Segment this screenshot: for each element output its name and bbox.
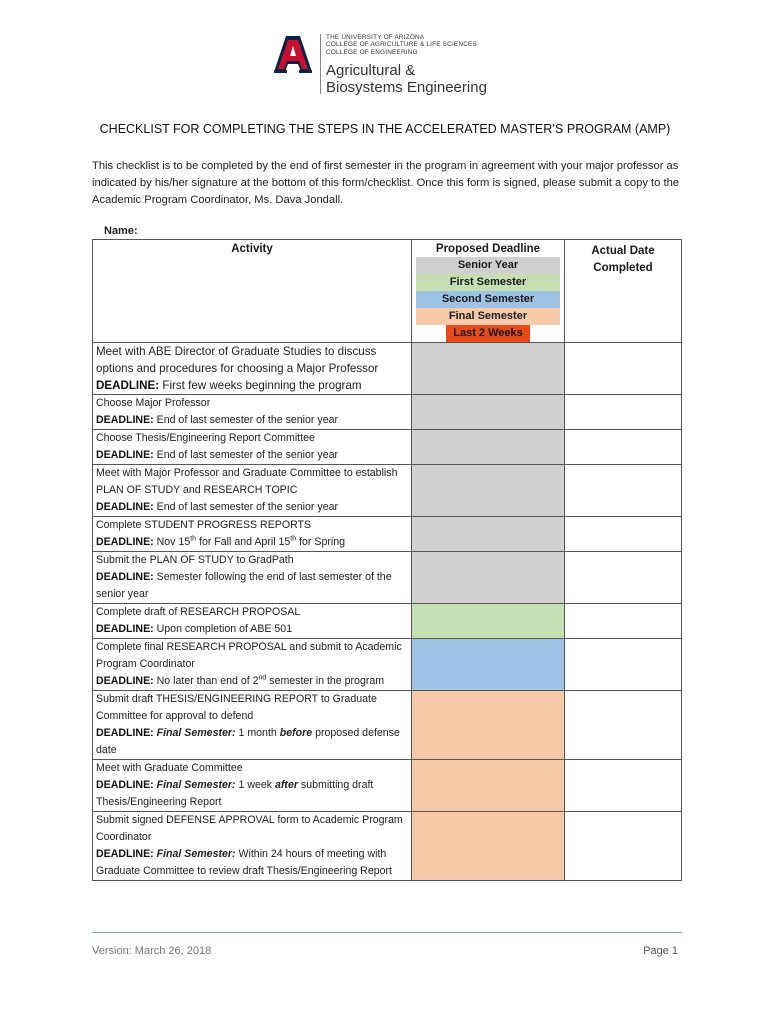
deadline-legend — [416, 257, 560, 342]
table-row — [93, 691, 682, 760]
actual-date-cell[interactable] — [565, 639, 682, 691]
table-row — [93, 465, 682, 517]
actual-date-header — [565, 240, 682, 343]
deadline-text: for Spring — [296, 536, 345, 548]
actual-date-cell[interactable] — [565, 552, 682, 604]
deadline-label: DEADLINE: — [96, 536, 154, 548]
deadline-color-cell — [412, 812, 565, 881]
deadline-color-cell — [412, 604, 565, 639]
deadline-superscript: th — [290, 535, 297, 543]
activity-cell — [93, 691, 411, 759]
activity-cell — [93, 812, 411, 880]
deadline-superscript: nd — [258, 674, 267, 682]
deadline-color-cell — [412, 691, 565, 760]
deadline-text: Semester following the end of last semester of the senior year — [96, 571, 392, 600]
deadline-text: First few weeks beginning the program — [162, 379, 362, 392]
proposed-deadline-label: Proposed Deadline — [435, 243, 541, 255]
document-title: CHECKLIST FOR COMPLETING THE STEPS IN THE ACCELERATED MASTER’S PROGRAM (AMP) — [99, 122, 671, 136]
deadline-color-cell — [412, 343, 565, 395]
deadline-text: Nov 15 — [156, 536, 191, 548]
actual-date-cell[interactable] — [565, 760, 682, 812]
activity-text: Submit the PLAN OF STUDY to GradPath — [96, 554, 294, 566]
table-row — [93, 395, 682, 430]
deadline-label: DEADLINE: — [96, 449, 154, 461]
activity-cell — [93, 517, 411, 551]
deadline-text: submitting draft Thesis/Engineering Report — [96, 779, 374, 808]
legend-first-semester: First Semester — [416, 274, 560, 291]
deadline-label: DEADLINE: — [96, 848, 154, 860]
deadline-text: Within 24 hours of meeting with Graduate Committee to review draft Thesis/Engineering Report — [96, 848, 392, 877]
deadline-text: End of last semester of the senior year — [156, 414, 339, 426]
deadline-emphasis: before — [279, 727, 313, 739]
university-name — [326, 34, 477, 56]
deadline-color-cell — [412, 395, 565, 430]
activity-cell — [93, 465, 411, 516]
activity-header — [93, 240, 412, 343]
actual-date-cell[interactable] — [565, 812, 682, 881]
activity-text: Complete STUDENT PROGRESS REPORTS — [96, 519, 312, 531]
deadline-text: 1 week — [238, 779, 276, 791]
intro-paragraph: This checklist is to be completed by the end of first semester in the program in agreement with your major professor as indicated by his/her signature at the bottom of this form/checklist. Once this form is signed, please submit a copy to the Academic Program Coordinator, Ms. Dava Jondall. — [92, 160, 680, 206]
name-label: Name: — [104, 225, 138, 237]
deadline-color-cell — [412, 430, 565, 465]
activity-text: Complete final RESEARCH PROPOSAL and submit to Academic Program Coordinator — [96, 641, 402, 670]
table-header-row — [93, 240, 682, 343]
deadline-label: DEADLINE: — [96, 571, 154, 583]
legend-final-semester: Final Semester — [416, 308, 560, 325]
activity-cell — [93, 760, 411, 811]
department-line: Agricultural & — [326, 62, 416, 79]
final-semester-label: Final Semester: — [156, 779, 236, 791]
deadline-label: DEADLINE: — [96, 623, 154, 635]
activity-text: Choose Thesis/Engineering Report Committee — [96, 432, 315, 444]
final-semester-label: Final Semester: — [156, 727, 236, 739]
footer-divider — [92, 932, 682, 933]
table-row — [93, 604, 682, 639]
college-line: COLLEGE OF ENGINEERING — [326, 48, 418, 56]
deadline-color-cell — [412, 639, 565, 691]
activity-cell — [93, 395, 411, 429]
arizona-a-icon — [272, 34, 314, 76]
deadline-text: for Fall and April 15 — [196, 536, 291, 548]
deadline-label: DEADLINE: — [96, 501, 154, 513]
activity-cell — [93, 604, 411, 638]
activity-cell — [93, 343, 411, 394]
deadline-emphasis: after — [275, 779, 298, 791]
deadline-text: semester in the program — [266, 675, 385, 687]
final-semester-label: Final Semester: — [156, 848, 236, 860]
activity-cell — [93, 552, 411, 603]
table-row — [93, 552, 682, 604]
table-row — [93, 517, 682, 552]
deadline-text: proposed defense date — [96, 727, 400, 756]
university-logo — [272, 32, 512, 98]
actual-date-cell[interactable] — [565, 343, 682, 395]
activity-text: Submit draft THESIS/ENGINEERING REPORT to Graduate Committee for approval to defend — [96, 693, 377, 722]
activity-text: Choose Major Professor — [96, 397, 211, 409]
deadline-text: No later than end of 2 — [156, 675, 259, 687]
checklist-table — [92, 239, 682, 881]
activity-cell — [93, 430, 411, 464]
table-row — [93, 760, 682, 812]
activity-text: Meet with Graduate Committee — [96, 762, 243, 774]
footer-page-number: Page 1 — [643, 945, 678, 957]
deadline-color-cell — [412, 517, 565, 552]
table-row — [93, 430, 682, 465]
table-row — [93, 812, 682, 881]
footer-version: Version: March 26, 2018 — [92, 945, 212, 957]
activity-cell — [93, 639, 411, 690]
deadline-text: Upon completion of ABE 501 — [156, 623, 293, 635]
deadline-label: DEADLINE: — [96, 414, 154, 426]
activity-header-label: Activity — [231, 243, 273, 255]
activity-text: Meet with Major Professor and Graduate Committee to establish PLAN OF STUDY and RESEARCH TOPIC — [96, 467, 398, 496]
logo-divider — [320, 34, 321, 94]
department-name — [326, 62, 487, 96]
table-row — [93, 343, 682, 395]
proposed-deadline-header — [412, 240, 565, 343]
deadline-label: DEADLINE: — [96, 379, 160, 392]
deadline-color-cell — [412, 760, 565, 812]
deadline-label: DEADLINE: — [96, 727, 154, 739]
deadline-superscript: th — [190, 535, 197, 543]
activity-text: Complete draft of RESEARCH PROPOSAL — [96, 606, 301, 618]
table-row — [93, 639, 682, 691]
deadline-label: DEADLINE: — [96, 779, 154, 791]
deadline-color-cell — [412, 552, 565, 604]
deadline-text: End of last semester of the senior year — [156, 501, 339, 513]
deadline-text: End of last semester of the senior year — [156, 449, 339, 461]
actual-date-cell[interactable] — [565, 604, 682, 639]
actual-date-cell[interactable] — [565, 691, 682, 760]
actual-date-header-label: Actual Date Completed — [591, 245, 655, 274]
deadline-text: 1 month — [238, 727, 280, 739]
actual-date-cell[interactable] — [565, 395, 682, 430]
deadline-label: DEADLINE: — [96, 675, 154, 687]
activity-text: Meet with ABE Director of Graduate Studies to discuss options and procedures for choosing a Major Professor — [96, 345, 379, 375]
legend-senior-year: Senior Year — [416, 257, 560, 274]
actual-date-cell[interactable] — [565, 517, 682, 552]
legend-last-2-weeks: Last 2 Weeks — [446, 325, 530, 342]
college-line: COLLEGE OF AGRICULTURE & LIFE SCIENCES — [326, 41, 477, 49]
legend-second-semester: Second Semester — [416, 291, 560, 308]
department-line: Biosystems Engineering — [326, 79, 487, 96]
activity-text: Submit signed DEFENSE APPROVAL form to Academic Program Coordinator — [96, 814, 403, 843]
actual-date-cell[interactable] — [565, 465, 682, 517]
deadline-color-cell — [412, 465, 565, 517]
university-line: THE UNIVERSITY OF ARIZONA — [326, 34, 425, 41]
actual-date-cell[interactable] — [565, 430, 682, 465]
